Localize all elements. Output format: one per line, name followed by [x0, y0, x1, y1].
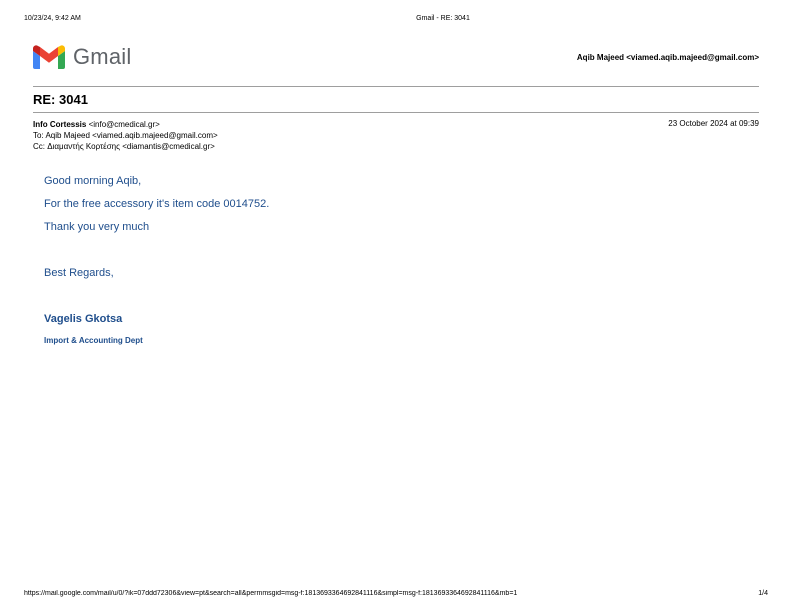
print-timestamp: 10/23/24, 9:42 AM	[24, 15, 81, 22]
email-meta	[33, 119, 218, 152]
email-from	[33, 119, 218, 130]
body-greeting: Good morning Aqib,	[44, 175, 142, 187]
header-divider	[33, 86, 759, 87]
signature-dept: Import & Accounting Dept	[44, 336, 143, 345]
email-subject: RE: 3041	[33, 92, 88, 107]
print-page-title: Gmail - RE: 3041	[416, 15, 470, 22]
gmail-wordmark: Gmail	[73, 44, 132, 69]
gmail-logo	[33, 44, 131, 70]
email-cc: Cc: Διαμαντής Κορτέσης <diamantis@cmedical.gr>	[33, 142, 215, 151]
subject-divider	[33, 112, 759, 113]
body-regards: Best Regards,	[44, 267, 114, 279]
signature-name: Vagelis Gkotsa	[44, 313, 123, 325]
email-date: 23 October 2024 at 09:39	[668, 119, 759, 128]
from-name: Info Cortessis	[33, 120, 87, 129]
from-address: <info@cmedical.gr>	[88, 120, 160, 129]
account-label: Aqib Majeed <viamed.aqib.majeed@gmail.com>	[576, 53, 759, 62]
print-page-number: 1/4	[758, 590, 768, 597]
print-footer-url: https://mail.google.com/mail/u/0/?ik=07ddd72306&view=pt&search=all&permmsgid=msg-f:1813693364692841116&simpl=msg-f:1813693364692841116&mb=1	[24, 590, 518, 597]
gmail-m-icon	[33, 45, 65, 69]
body-line-item-code: For the free accessory it's item code 0014752.	[44, 198, 270, 210]
email-to: To: Aqib Majeed <viamed.aqib.majeed@gmail.com>	[33, 131, 218, 140]
body-line-thanks: Thank you very much	[44, 221, 150, 233]
